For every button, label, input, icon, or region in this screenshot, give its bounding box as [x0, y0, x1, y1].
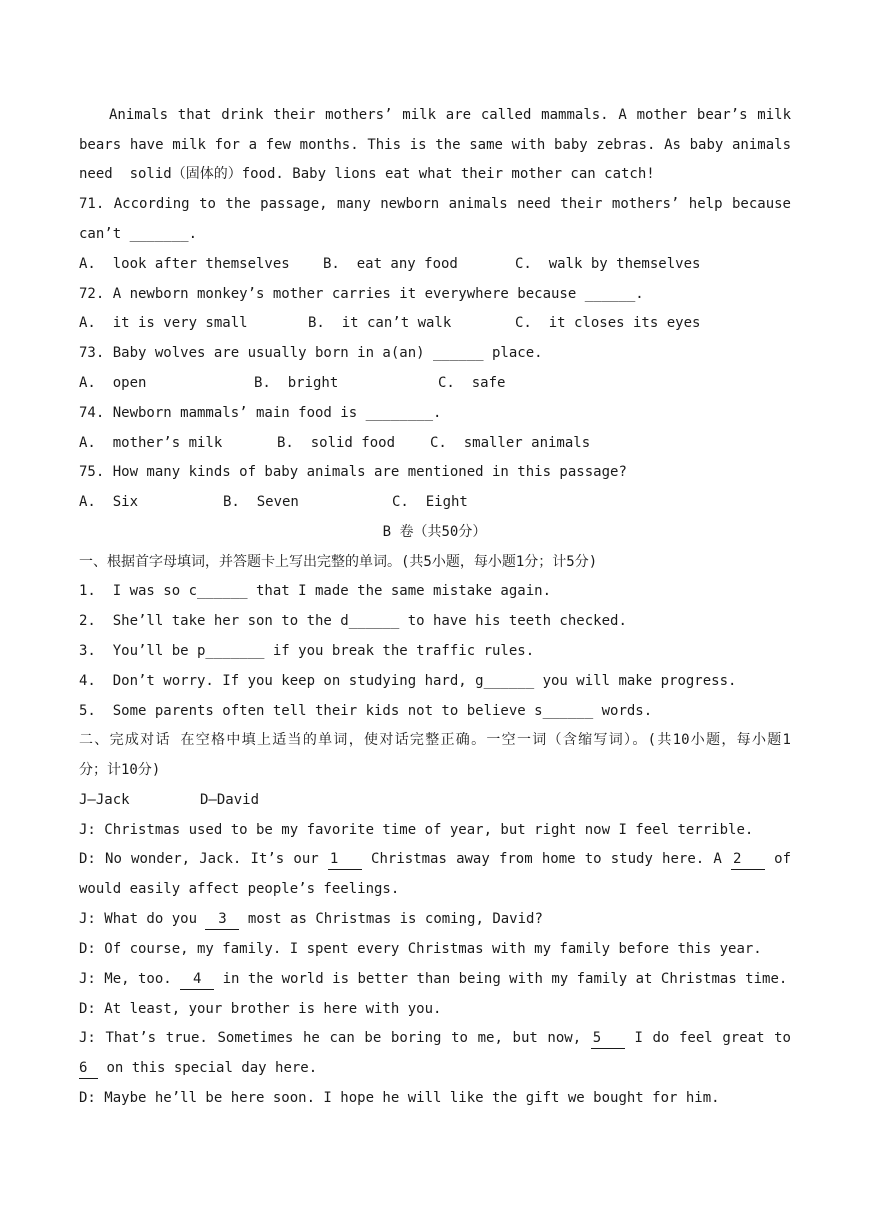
dialogue-line-2-cont: would easily affect people’s feelings.: [79, 881, 400, 897]
part-2-heading-cont: 分；计10分): [79, 762, 161, 778]
answer-blank-1[interactable]: 1: [328, 849, 362, 870]
question-72-stem: 72. A newborn monkey’s mother carries it everywhere because ______.: [79, 286, 644, 302]
question-73-options: [79, 368, 791, 398]
answer-blank-3[interactable]: 3: [205, 909, 239, 930]
question-72-options: [79, 308, 791, 338]
question-73-stem: 73. Baby wolves are usually born in a(an) ______ place.: [79, 345, 543, 361]
option-a: A. open: [79, 375, 147, 391]
option-a: A. it is very small: [79, 315, 248, 331]
question-71-stem-cont: can’t _______.: [79, 226, 198, 242]
question-75-stem: 75. How many kinds of baby animals are mentioned in this passage?: [79, 464, 627, 480]
speaker-legend: [79, 785, 791, 815]
passage-line-1: Animals that drink their mothers’ milk are called mammals. A mother bear’s milk: [109, 107, 791, 123]
part-1-heading: 一、根据首字母填词，并答题卡上写出完整的单词。(共5小题，每小题1分；计5分): [79, 554, 598, 570]
question-74-stem: 74. Newborn mammals’ main food is ________.: [79, 405, 442, 421]
part-1-item-3: 3. You’ll be p_______ if you break the traffic rules.: [79, 643, 535, 659]
question-71-options: [79, 249, 791, 279]
part-1-item-1: 1. I was so c______ that I made the same mistake again.: [79, 583, 552, 599]
option-c: C. walk by themselves: [515, 256, 701, 272]
option-b: B. eat any food: [323, 256, 458, 272]
dialogue-line-1: J: Christmas used to be my favorite time of year, but right now I feel terrible.: [79, 822, 754, 838]
passage-line-2: bears have milk for a few months. This is the same with baby zebras. As baby animals: [79, 137, 791, 153]
option-c: C. Eight: [392, 494, 468, 510]
part-2-heading: 二、完成对话 在空格中填上适当的单词，使对话完整正确。一空一词（含缩写词）。(共10小题，每小题1: [79, 732, 791, 748]
dialogue-line-2: D: No wonder, Jack. It’s our 1 Christmas away from home to study here. A 2 of: [79, 844, 791, 874]
dialogue-line-3: J: What do you 3 most as Christmas is coming, David?: [79, 904, 791, 934]
dialogue-line-5: J: Me, too. 4 in the world is better than being with my family at Christmas time.: [79, 964, 791, 994]
option-c: C. safe: [438, 375, 506, 391]
question-74-options: [79, 428, 791, 458]
answer-blank-4[interactable]: 4: [180, 969, 214, 990]
dialogue-line-7: J: That’s true. Sometimes he can be boring to me, but now, 5 I do feel great to: [79, 1023, 791, 1053]
answer-blank-2[interactable]: 2: [731, 849, 765, 870]
passage-line-3: need solid（固体的）food. Baby lions eat what their mother can catch!: [79, 166, 655, 182]
dialogue-line-6: D: At least, your brother is here with you.: [79, 1001, 442, 1017]
option-a: A. mother’s milk: [79, 435, 223, 451]
dialogue-line-8: D: Maybe he’ll be here soon. I hope he will like the gift we bought for him.: [79, 1090, 720, 1106]
option-b: B. it can’t walk: [308, 315, 452, 331]
option-a: A. look after themselves: [79, 256, 290, 272]
option-b: B. solid food: [277, 435, 396, 451]
speaker-david: D—David: [200, 792, 260, 808]
option-b: B. bright: [254, 375, 339, 391]
section-b-title: B 卷（共50分）: [382, 524, 487, 540]
question-75-options: [79, 487, 791, 517]
part-1-item-2: 2. She’ll take her son to the d______ to have his teeth checked.: [79, 613, 627, 629]
part-1-item-5: 5. Some parents often tell their kids not to believe s______ words.: [79, 703, 653, 719]
part-1-item-4: 4. Don’t worry. If you keep on studying hard, g______ you will make progress.: [79, 673, 737, 689]
option-b: B. Seven: [223, 494, 299, 510]
option-a: A. Six: [79, 494, 139, 510]
speaker-jack: J—Jack: [79, 792, 130, 808]
dialogue-line-7-cont: 6 on this special day here.: [79, 1053, 791, 1083]
option-c: C. smaller animals: [430, 435, 591, 451]
dialogue-line-4: D: Of course, my family. I spent every Christmas with my family before this year.: [79, 941, 762, 957]
option-c: C. it closes its eyes: [515, 315, 701, 331]
answer-blank-5[interactable]: 5: [591, 1028, 625, 1049]
answer-blank-6[interactable]: 6: [79, 1058, 98, 1079]
question-71-stem: 71. According to the passage, many newborn animals need their mothers’ help because: [79, 196, 791, 212]
